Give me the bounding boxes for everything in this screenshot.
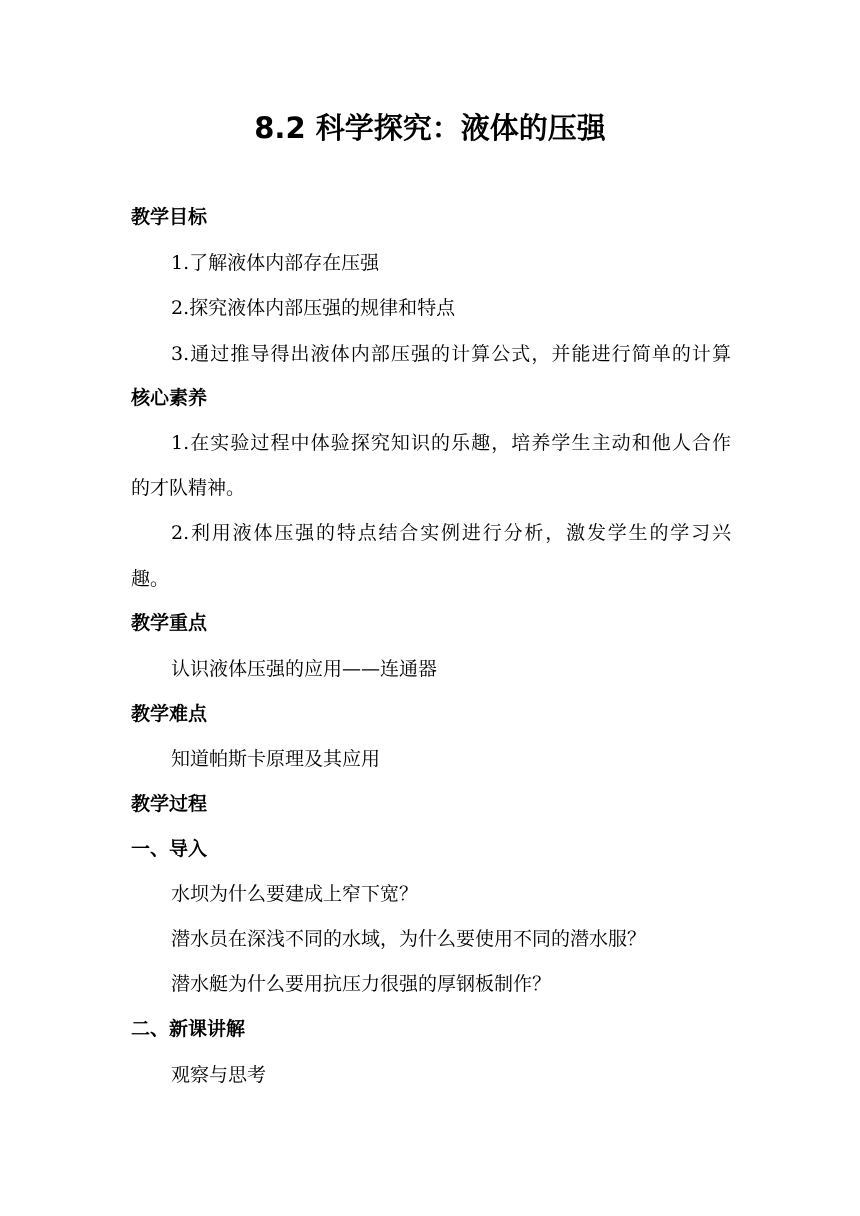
key-point-text: 认识液体压强的应用——连通器: [171, 658, 438, 680]
intro-question-3: 潜水艇为什么要用抗压力很强的厚钢板制作？: [171, 973, 552, 995]
objective-item-1: 1.了解液体内部存在压强: [171, 252, 380, 274]
new-lesson-text: 观察与思考: [171, 1064, 267, 1086]
key-point-heading: 教学重点: [131, 612, 208, 634]
objectives-heading: 教学目标: [131, 206, 208, 228]
process-heading: 教学过程: [131, 793, 208, 815]
intro-question-1: 水坝为什么要建成上窄下宽？: [171, 883, 419, 905]
literacy-item-2-line-2: 趣。: [131, 568, 170, 590]
literacy-item-1-line-1: 1.在实验过程中体验探究知识的乐趣，培养学生主动和他人合作: [171, 432, 731, 454]
objective-item-2: 2.探究液体内部压强的规律和特点: [171, 297, 456, 319]
new-lesson-heading: 二、新课讲解: [131, 1018, 246, 1040]
difficulty-text: 知道帕斯卡原理及其应用: [171, 748, 381, 770]
intro-heading: 一、导入: [131, 838, 208, 860]
document-title: 8.2 科学探究：液体的压强: [254, 111, 606, 145]
objective-item-3: 3.通过推导得出液体内部压强的计算公式，并能进行简单的计算: [171, 343, 731, 365]
intro-question-2: 潜水员在深浅不同的水域，为什么要使用不同的潜水服？: [171, 928, 647, 950]
literacy-item-2-line-1: 2.利用液体压强的特点结合实例进行分析，激发学生的学习兴: [171, 522, 731, 544]
literacy-heading: 核心素养: [131, 387, 208, 409]
literacy-item-1-line-2: 的才队精神。: [131, 477, 246, 499]
difficulty-heading: 教学难点: [131, 703, 208, 725]
